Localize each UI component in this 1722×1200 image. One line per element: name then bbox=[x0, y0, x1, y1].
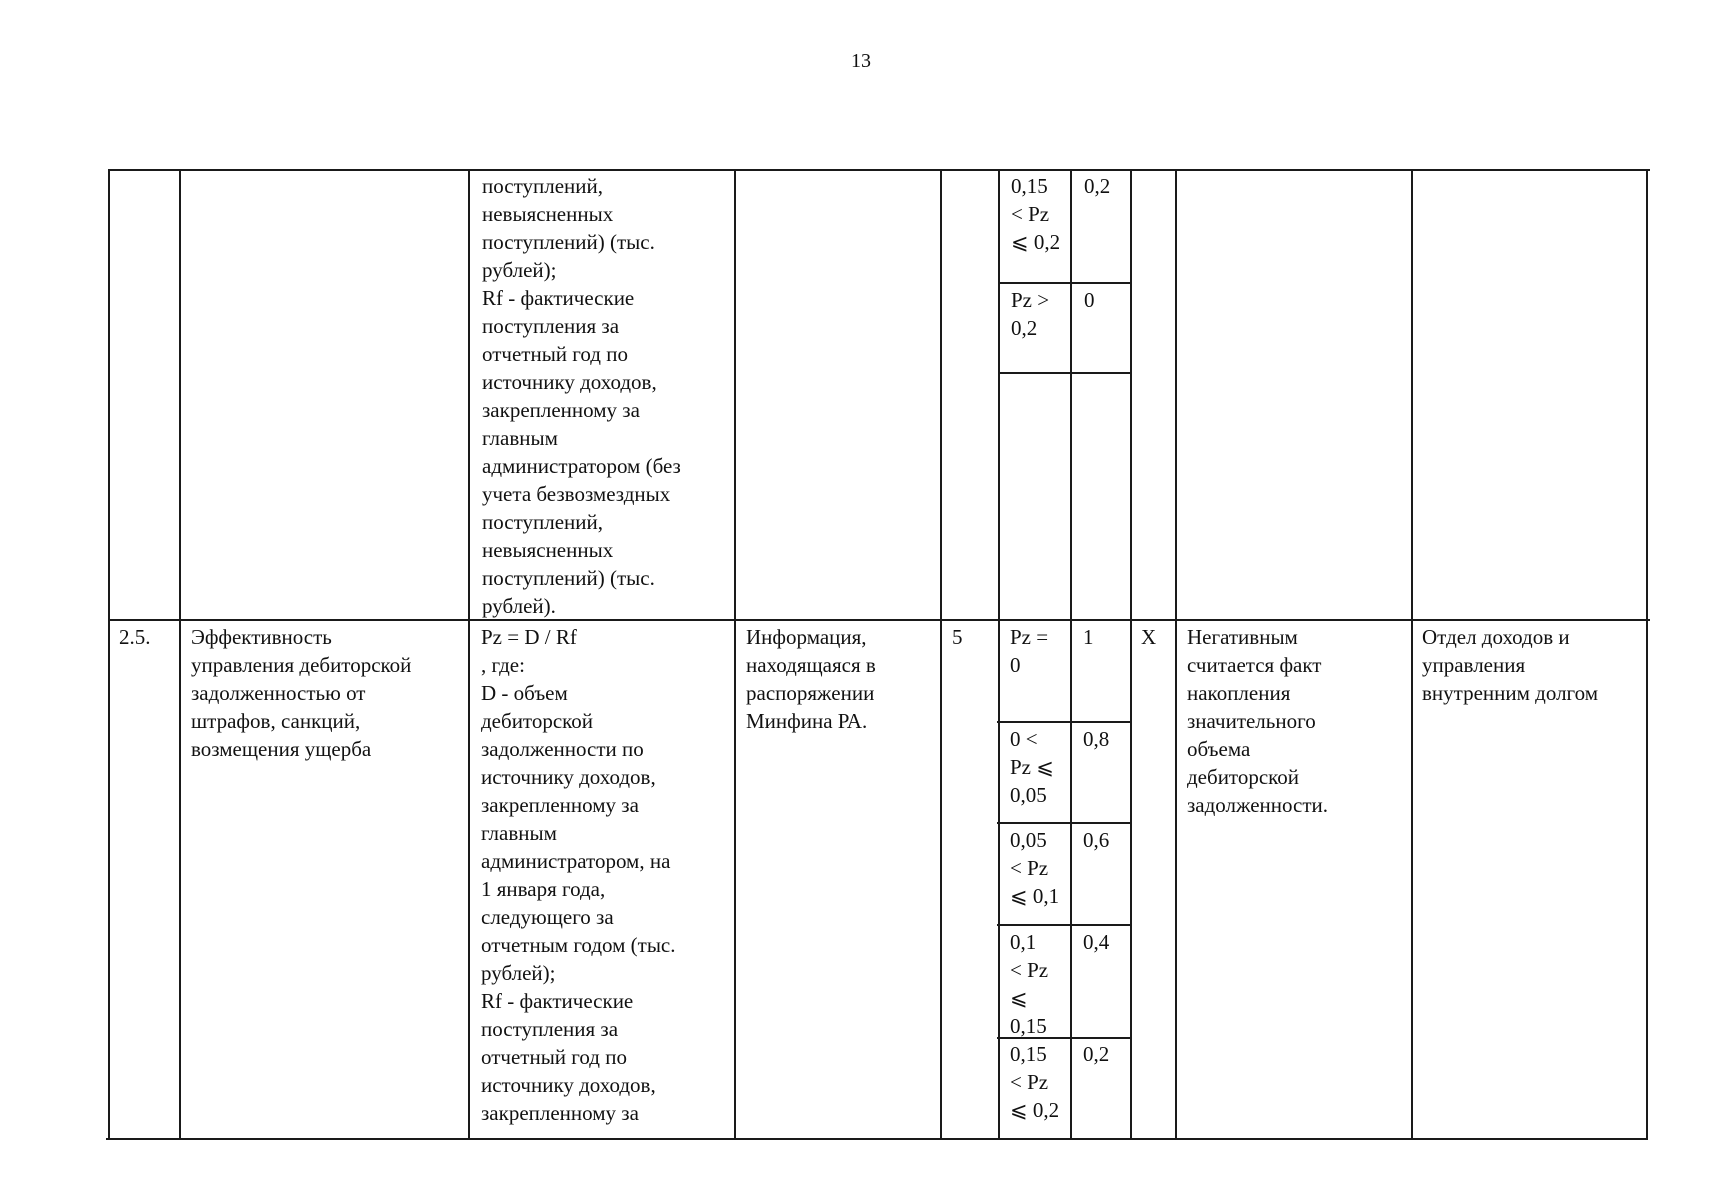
indicator-name: Эффективность управления дебиторской задолженностью от штрафов, санкций, возмещения ущерба bbox=[191, 625, 412, 761]
mark-cell: X bbox=[1141, 625, 1157, 649]
column-border bbox=[179, 169, 181, 1140]
range-condition: 0,15 < Pz ⩽ 0,2 bbox=[1011, 174, 1061, 254]
comment: Негативным считается факт накопления значительного объема дебиторской задолженности. bbox=[1187, 625, 1329, 817]
column-border bbox=[108, 169, 110, 1140]
row-number: 2.5. bbox=[119, 625, 151, 649]
range-score: 0,2 bbox=[1084, 174, 1111, 198]
subcell-separator bbox=[999, 372, 1132, 374]
column-border bbox=[998, 169, 1000, 1140]
subcell-separator bbox=[997, 822, 1130, 824]
column-border bbox=[468, 169, 470, 1140]
column-border bbox=[1130, 169, 1132, 1140]
range-condition: 0,15 < Pz ⩽ 0,2 bbox=[1010, 1042, 1060, 1122]
range-score: 0,6 bbox=[1083, 828, 1110, 852]
range-score: 0,4 bbox=[1083, 930, 1110, 954]
range-condition: 0,1 < Pz ⩽ 0,15 bbox=[1010, 930, 1049, 1038]
column-border bbox=[734, 169, 736, 1140]
row-separator bbox=[108, 619, 1650, 621]
column-border bbox=[1411, 169, 1413, 1140]
responsible-department: Отдел доходов и управления внутренним долгом bbox=[1422, 625, 1599, 705]
data-source: Информация, находящаяся в распоряжении Минфина РА. bbox=[746, 625, 876, 733]
column-border bbox=[940, 169, 942, 1140]
table-top-border bbox=[108, 169, 1650, 171]
column-border bbox=[1175, 169, 1177, 1140]
column-border bbox=[1646, 169, 1648, 1140]
table-bottom-border bbox=[106, 1138, 1648, 1140]
formula-description-continued: поступлений, невыясненных поступлений) (тыс. рублей); Rf - фактические поступления за отчетный год по источнику доходов, закрепленному за главным администратором (без учета безвозмездных поступлений, невыясненных поступлений) (тыс. рублей). bbox=[482, 174, 681, 618]
range-condition: Pz = 0 bbox=[1010, 625, 1049, 677]
range-score: 0,8 bbox=[1083, 727, 1110, 751]
subcell-separator bbox=[997, 924, 1130, 926]
range-score: 0 bbox=[1084, 288, 1095, 312]
subcell-separator bbox=[997, 721, 1130, 723]
range-score: 1 bbox=[1083, 625, 1094, 649]
formula-description: Pz = D / Rf , где: D - объем дебиторской задолженности по источнику доходов, закрепленному за главным администратором, на 1 января года, следующего за отчетным годом (тыс. рублей); Rf - фактические поступления за отчетный год по источнику доходов, закрепленному за bbox=[481, 625, 676, 1125]
range-score: 0,2 bbox=[1083, 1042, 1110, 1066]
indicator-weight: 5 bbox=[952, 625, 963, 649]
range-condition: 0 < Pz ⩽ 0,05 bbox=[1010, 727, 1054, 807]
subcell-separator bbox=[999, 282, 1132, 284]
page-number: 13 bbox=[851, 50, 871, 72]
range-condition: Pz > 0,2 bbox=[1011, 288, 1050, 340]
range-condition: 0,05 < Pz ⩽ 0,1 bbox=[1010, 828, 1060, 908]
